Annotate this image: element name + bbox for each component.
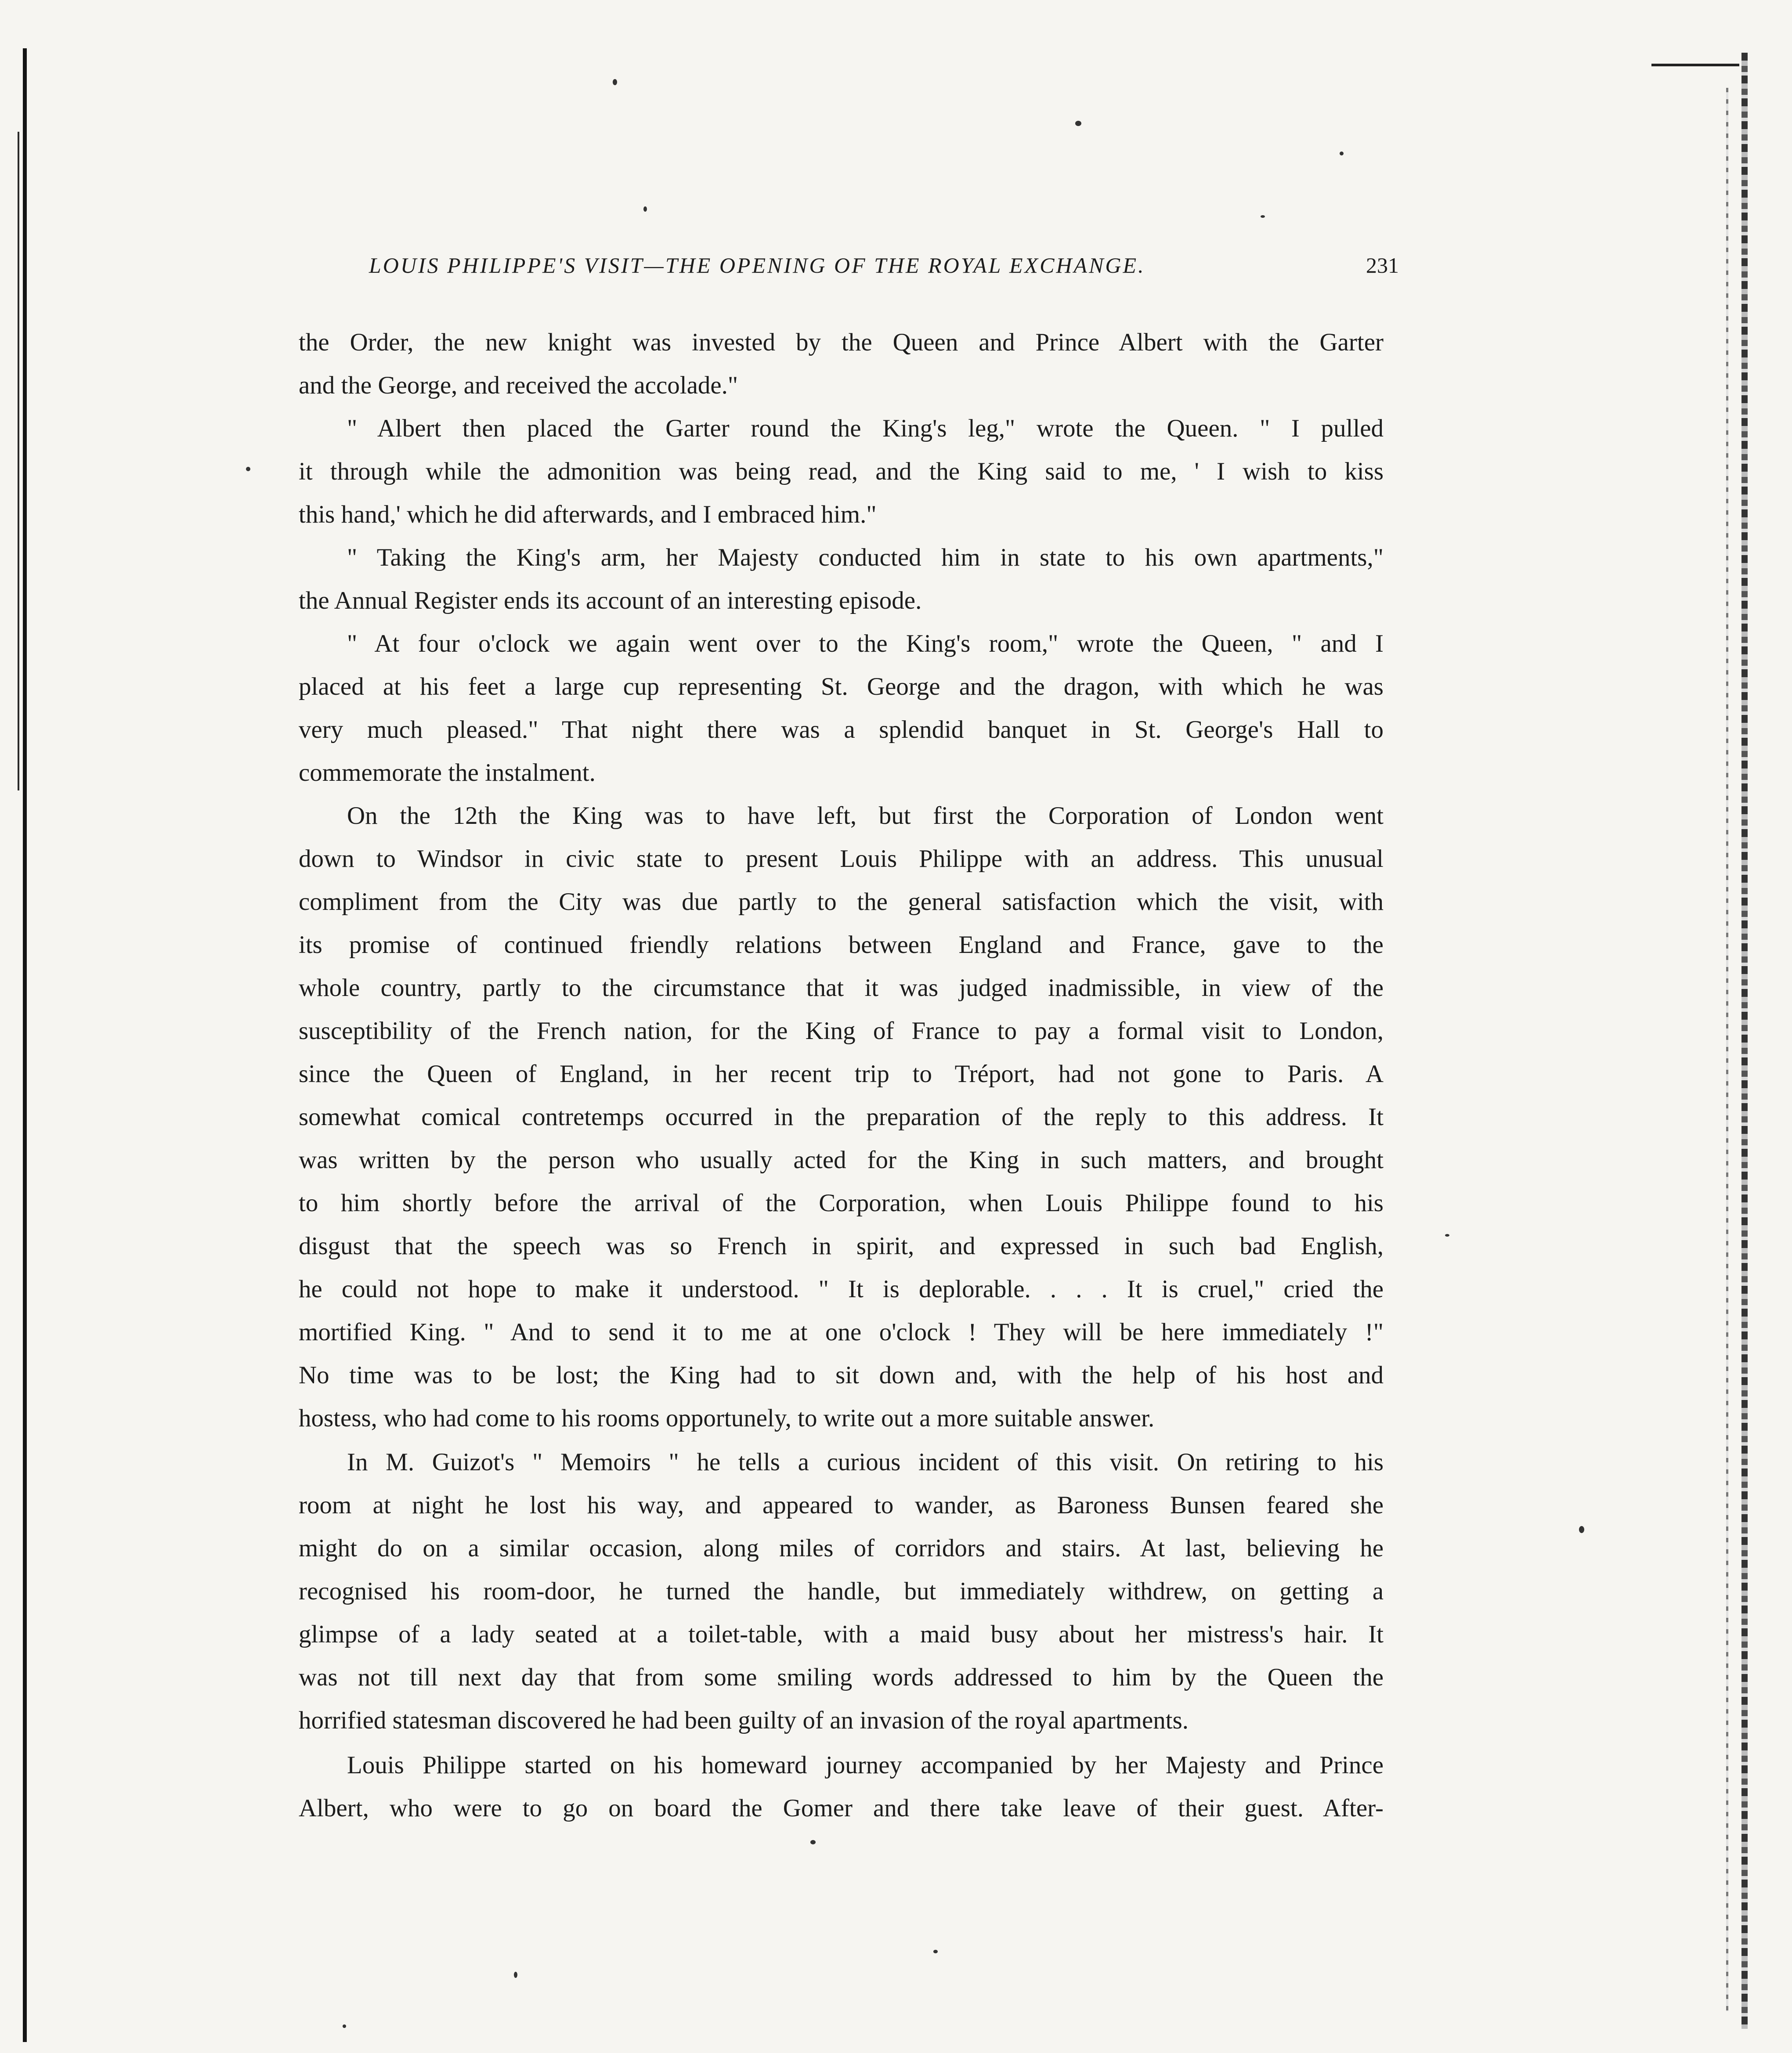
text-line: commemorate the instalment. [299,759,596,787]
text-line: No time was to be lost; the King had to sit down and, with the help of his host and [299,1361,1384,1389]
text-line: somewhat comical contretemps occurred in the preparation of the reply to this address. It [299,1103,1384,1131]
text-line: room at night he lost his way, and appeared to wander, as Baroness Bunsen feared she [299,1491,1384,1519]
text-line: it through while the admonition was being read, and the King said to me, ' I wish to kiss [299,458,1384,485]
text-line: disgust that the speech was so French in spirit, and expressed in such bad English, [299,1232,1384,1260]
running-title: LOUIS PHILIPPE'S VISIT—THE OPENING OF THE ROYAL EXCHANGE. [369,253,1145,278]
text-line: recognised his room-door, he turned the handle, but immediately withdrew, on getting a [299,1577,1384,1605]
scan-speck [246,467,250,471]
scan-speck [1579,1526,1584,1533]
text-line: down to Windsor in civic state to present Louis Philippe with an address. This unusual [299,845,1384,873]
text-line: placed at his feet a large cup representing St. George and the dragon, with which he was [299,673,1384,700]
scan-speck [514,1972,517,1978]
text-line: In M. Guizot's " Memoirs " he tells a curious incident of this visit. On retiring to his [347,1448,1384,1476]
scan-speck [810,1840,816,1844]
text-line: since the Queen of England, in her recent trip to Tréport, had not gone to Paris. A [299,1060,1384,1088]
scan-edge-left [23,48,27,2042]
text-line: was written by the person who usually acted for the King in such matters, and brought [299,1146,1384,1174]
scan-edge-top-right [1651,64,1739,66]
scan-speck [1075,121,1081,126]
text-line: very much pleased." That night there was a splendid banquet in St. George's Hall to [299,716,1384,743]
scan-speck [343,2024,346,2028]
text-line: this hand,' which he did afterwards, and I embraced him." [299,501,877,528]
text-line: Albert, who were to go on board the Gomer and there take leave of their guest. After- [299,1794,1384,1822]
scan-edge-right [1741,53,1748,2029]
text-line: glimpse of a lady seated at a toilet-table, with a maid busy about her mistress's hair. It [299,1620,1384,1648]
scan-speck [933,1950,938,1953]
text-line: to him shortly before the arrival of the Corporation, when Louis Philippe found to his [299,1189,1384,1217]
text-line: On the 12th the King was to have left, but first the Corporation of London went [347,802,1384,830]
scan-edge-right-inner [1726,88,1728,2011]
text-line: mortified King. " And to send it to me at one o'clock ! They will be here immediately !" [299,1318,1384,1346]
text-line: " Albert then placed the Garter round the King's leg," wrote the Queen. " I pulled [347,415,1384,442]
scan-edge-left-inner [18,132,19,790]
text-line: its promise of continued friendly relations between England and France, gave to the [299,931,1384,959]
page-number: 231 [1366,253,1399,278]
scan-speck [613,79,617,85]
text-line: hostess, who had come to his rooms opportunely, to write out a more suitable answer. [299,1404,1155,1432]
text-line: the Order, the new knight was invested by the Queen and Prince Albert with the Garter [299,328,1384,356]
scan-speck [643,206,647,212]
text-line: " Taking the King's arm, her Majesty conducted him in state to his own apartments," [347,544,1384,571]
scan-speck [1340,152,1344,155]
scan-speck [1445,1234,1449,1237]
text-line: he could not hope to make it understood. " It is deplorable. . . . It is cruel," cried the [299,1275,1384,1303]
text-line: was not till next day that from some smiling words addressed to him by the Queen the [299,1663,1384,1691]
text-line: might do on a similar occasion, along miles of corridors and stairs. At last, believing he [299,1534,1384,1562]
text-line: the Annual Register ends its account of an interesting episode. [299,587,922,614]
text-line: " At four o'clock we again went over to the King's room," wrote the Queen, " and I [347,630,1384,657]
text-line: and the George, and received the accolade." [299,372,738,399]
text-line: horrified statesman discovered he had been guilty of an invasion of the royal apartments. [299,1707,1189,1734]
scan-speck [1261,215,1265,218]
text-line: susceptibility of the French nation, for the King of France to pay a formal visit to London, [299,1017,1384,1045]
text-line: compliment from the City was due partly to the general satisfaction which the visit, with [299,888,1384,916]
running-head [299,253,1792,288]
text-line: Louis Philippe started on his homeward journey accompanied by her Majesty and Prince [347,1751,1384,1779]
text-line: whole country, partly to the circumstance that it was judged inadmissible, in view of the [299,974,1384,1002]
